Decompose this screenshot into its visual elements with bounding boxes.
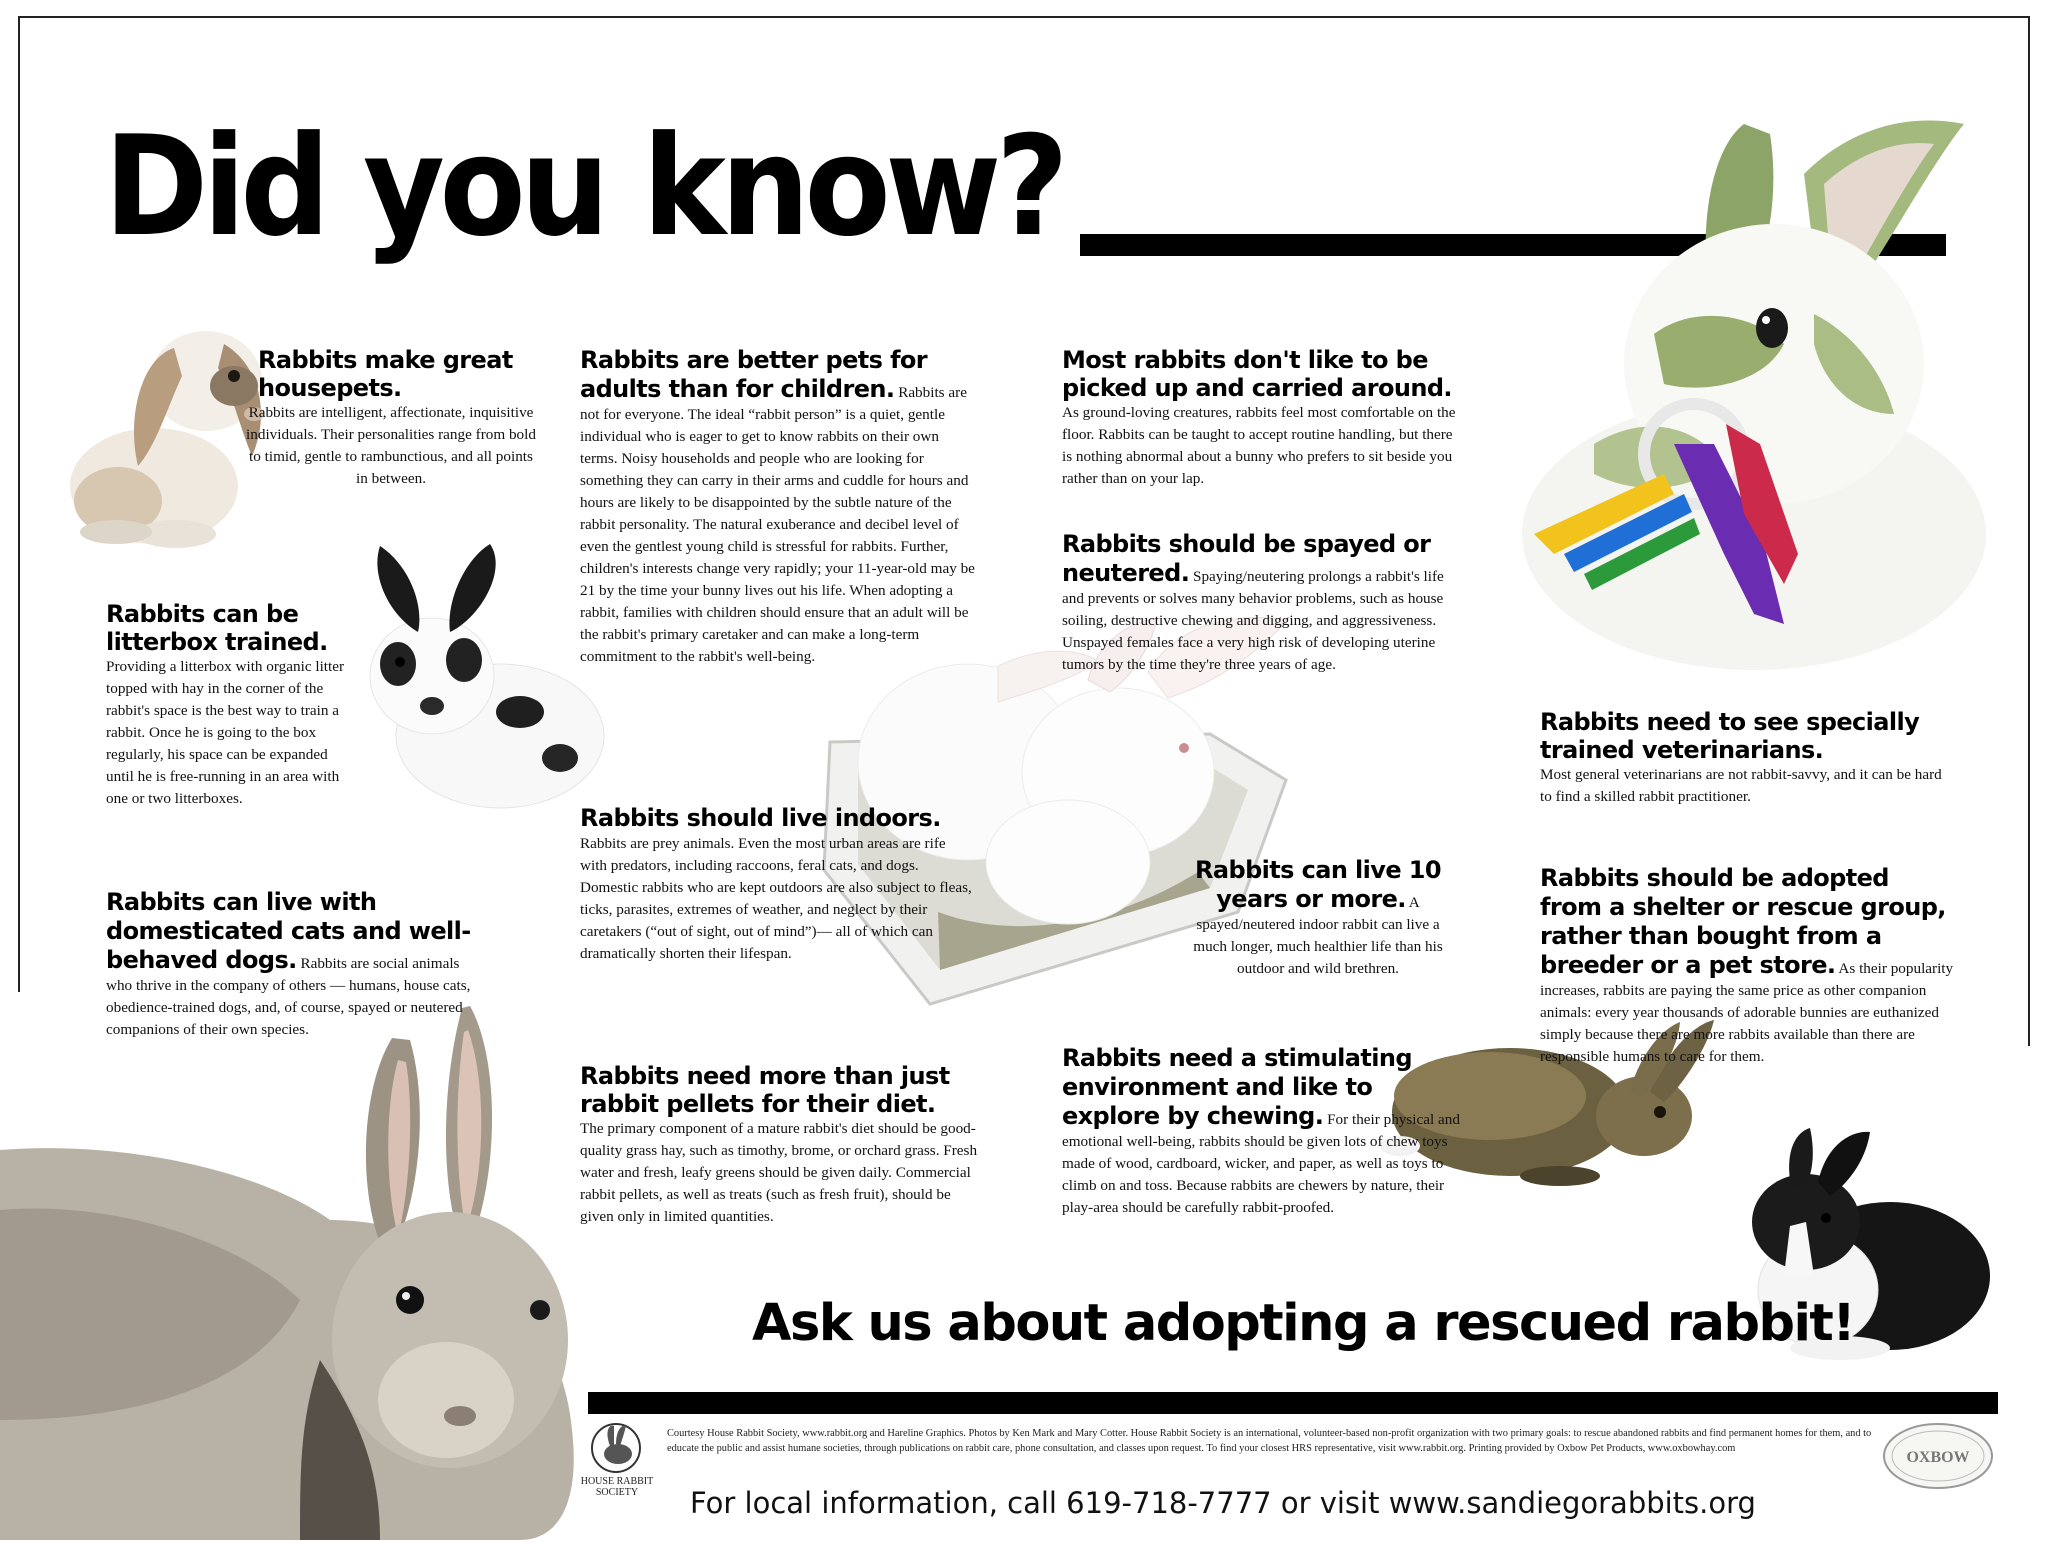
fact-diet-body: The primary component of a mature rabbit's diet should be good-quality grass hay, such as timothy, brome, or orchard grass. Fresh water and fresh, leafy greens should be given daily. Commercial rabbit pellets, as well as treats (such as fresh fruit), should be given only in limited quantities. (580, 1120, 978, 1225)
fact-adults-heading: Rabbits are better pets for adults than for children. (580, 346, 928, 403)
dutch-white-rabbit-image (340, 536, 608, 816)
gray-rabbit-image (0, 1000, 580, 1540)
contact-info: For local information, call 619-718-7777 or visit www.sandiegorabbits.org (690, 1486, 1756, 1520)
fact-chewing (1062, 1044, 1460, 1219)
fact-lifespan-body: A spayed/neutered indoor rabbit can live a much longer, much healthier life than his outdoor and wild brethren. (1193, 894, 1443, 977)
fact-cats-dogs-heading: Rabbits can live with domesticated cats and well-behaved dogs. (106, 888, 471, 974)
fact-indoors-heading: Rabbits should live indoors. (580, 804, 941, 832)
bottom-rule (588, 1392, 1998, 1414)
fact-carried (1062, 346, 1462, 490)
fact-litterbox-heading: Rabbits can be litterbox trained. (106, 600, 328, 656)
fact-litterbox-body: Providing a litterbox with organic litter topped with hay in the corner of the rabbit's space is the best way to train a rabbit. Once he is going to the box regularly, his space can be expanded until he is free-running in an area with one or two litterboxes. (106, 658, 345, 807)
fact-cats-dogs-body: Rabbits are social animals who thrive in the company of others — humans, house cats, obedience-trained dogs, and, of course, spayed or neutered companions of their own species. (106, 955, 471, 1038)
fact-diet (580, 1062, 980, 1228)
fact-spay (1062, 530, 1462, 676)
fact-housepets-body: Rabbits are intelligent, affectionate, inquisitive individuals. Their personalities range from bold to timid, gentle to rambunctious, and all points in between. (246, 404, 536, 487)
fact-chewing-body: For their physical and emotional well-being, rabbits should be given lots of chew toys made of wood, cardboard, wicker, and paper, as well as toys to climb on and toss. Because rabbits are chewers by nature, their play-area should be carefully rabbit-proofed. (1062, 1111, 1460, 1216)
frame-line-right (2028, 16, 2030, 1046)
hrs-logo-text: HOUSE RABBIT SOCIETY (580, 1476, 654, 1498)
headline: Did you know? (104, 106, 1064, 267)
credits: Courtesy House Rabbit Society, www.rabbit.org and Hareline Graphics. Photos by Ken Mark and Mary Cotter. House Rabbit Society is an international, volunteer-based non-profit organization with two primary goals: to rescue abandoned rabbits and find permanent homes for them, and to educate the public and assist humane societies, through publications on rabbit care, phone consultation, and classes upon request. To find your closest HRS representative, visit www.rabbit.org. Printing provided by Oxbow Pet Products, www.oxbowhay.com (667, 1428, 1872, 1454)
fact-lifespan (1180, 856, 1456, 980)
fact-adoption-body: As their popularity increases, rabbits are paying the same price as other companion animals: every year thousands of adorable bunnies are euthanized simply because there are more rabbits available than there are responsible humans to care for them. (1540, 960, 1954, 1065)
call-to-action: Ask us about adopting a rescued rabbit! (752, 1294, 1855, 1353)
fact-diet-heading: Rabbits need more than just rabbit pellets for their diet. (580, 1062, 950, 1118)
fact-carried-heading: Most rabbits don't like to be picked up and carried around. (1062, 346, 1452, 402)
fact-housepets (246, 346, 536, 490)
oxbow-logo-text: OXBOW (1906, 1449, 1970, 1466)
fact-veterinarians (1540, 708, 1954, 808)
fact-litterbox (106, 600, 348, 810)
fact-housepets-heading: Rabbits make great housepets. (258, 346, 513, 402)
fact-adults-body: Rabbits are not for everyone. The ideal “rabbit person” is a quiet, gentle individual who is eager to get to know rabbits on their own terms. Noisy households and people who are looking for something they can carry in their arms and cuddle for hours and hours are likely to be disappointed by the subtle nature of the rabbit personality. The natural exuberance and decibel level of even the gentlest young child is stressful for rabbits. Further, children's interests change very rapidly; your 11-year-old may be 21 by the time your bunny lives out his life. When adopting a rabbit, families with children should ensure that an adult will be the rabbit's primary caretaker and can make a long-term commitment to the rabbit's well-being. (580, 384, 975, 665)
fact-chewing-heading: Rabbits need a stimulating environment and like to explore by chewing. (1062, 1044, 1412, 1130)
frame-line-left (18, 16, 20, 992)
rabbit-with-toy-keys-image (1494, 114, 2014, 670)
fact-veterinarians-heading: Rabbits need to see specially trained veterinarians. (1540, 708, 1920, 764)
fact-spay-heading: Rabbits should be spayed or neutered. (1062, 530, 1431, 587)
fact-cats-dogs (106, 888, 484, 1041)
fact-carried-body: As ground-loving creatures, rabbits feel most comfortable on the floor. Rabbits can be taught to accept routine handling, but there is nothing abnormal about a bunny who prefers to sit beside you rather than on your lap. (1062, 404, 1456, 487)
fact-lifespan-heading: Rabbits can live 10 years or more. (1195, 856, 1441, 913)
frame-line-top (18, 16, 2030, 18)
fact-adoption (1540, 864, 1954, 1068)
fact-spay-body: Spaying/neutering prolongs a rabbit's life and prevents or solves many behavior problems, such as house soiling, destructive chewing and digging, and aggressiveness. Unspayed females face a very high risk of developing uterine tumors by the time they're three years of age. (1062, 568, 1444, 673)
fact-veterinarians-body: Most general veterinarians are not rabbit-savvy, and it can be hard to find a skilled rabbit practitioner. (1540, 766, 1942, 805)
fact-indoors-body: Rabbits are prey animals. Even the most urban areas are rife with predators, including raccoons, feral cats, and dogs. Domestic rabbits who are kept outdoors are also subject to fleas, ticks, parasites, extremes of weather, and neglect by their caretakers (“out of sight, out of mind”)— all of which can dramatically shorten their lifespan. (580, 835, 972, 962)
fact-adoption-heading: Rabbits should be adopted from a shelter or rescue group, rather than bought from a breeder or a pet store. (1540, 864, 1946, 979)
fact-adults (580, 346, 976, 668)
fact-indoors (580, 804, 972, 965)
oxbow-logo (1880, 1418, 1996, 1492)
